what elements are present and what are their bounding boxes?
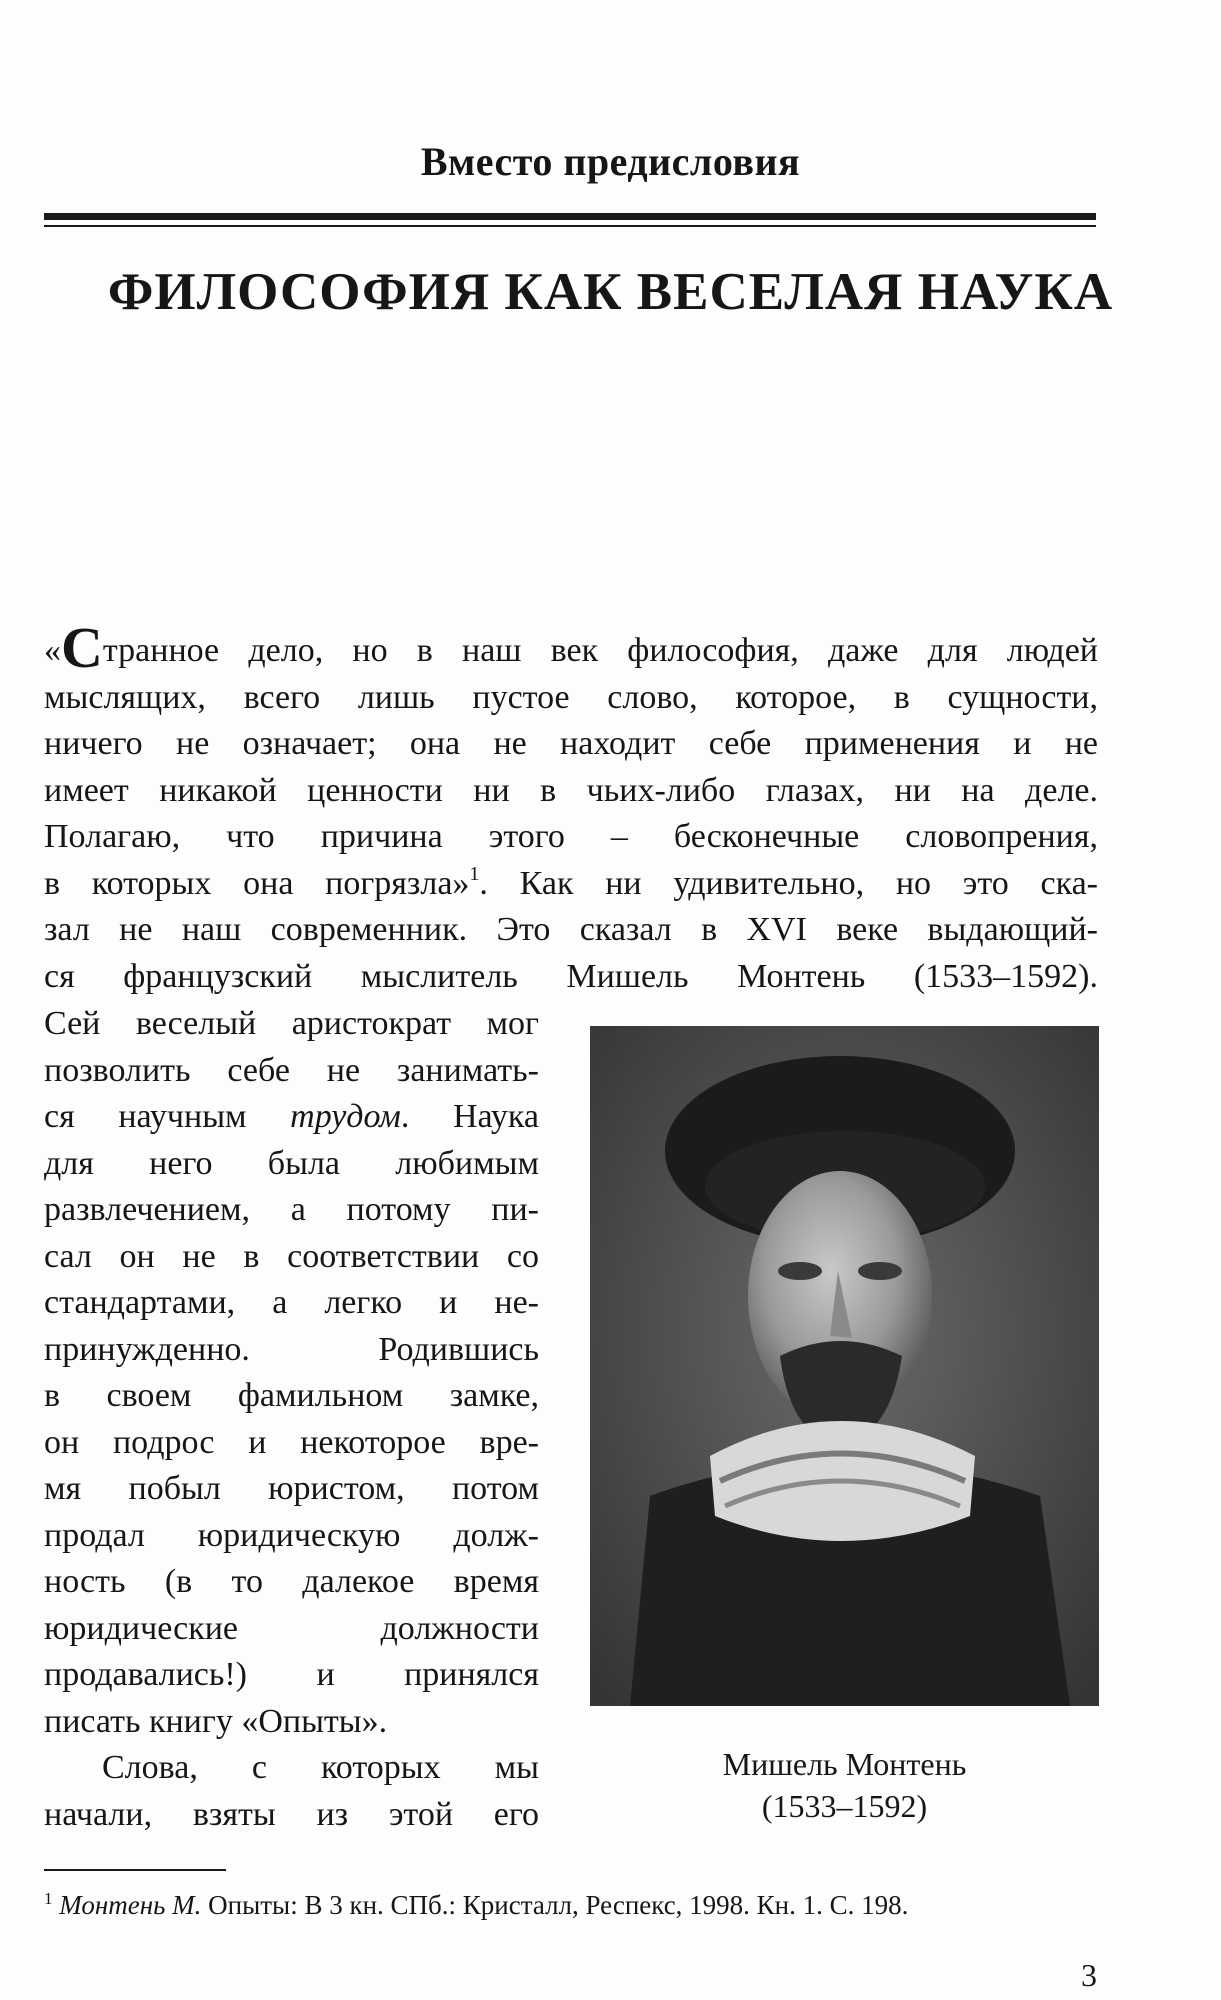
- header-rule-thick: [44, 213, 1096, 220]
- portrait-illustration: [590, 1026, 1099, 1706]
- intro-paragraph: [44, 615, 1098, 1000]
- column-line: продал юридическую долж-: [44, 1516, 539, 1554]
- page-number: 3: [1081, 1957, 1097, 1993]
- drop-cap: С: [61, 615, 103, 680]
- caption-years: (1533–1592): [761, 1788, 928, 1824]
- footnote-text: Опыты: В 3 кн. СПб.: Кристалл, Респекс, 1998. Кн. 1. С. 198.: [201, 1890, 909, 1920]
- intro-line: зал не наш современник. Это сказал в XVI веке выдающий-: [44, 911, 1098, 948]
- intro-line: имеет никакой ценности ни в чьих-либо глазах, ни на деле.: [44, 771, 1098, 809]
- column-line: Слова, с которых мы: [102, 1749, 539, 1786]
- column-line: стандартами, а легко и не-: [44, 1284, 539, 1321]
- column-line: юридические должности: [44, 1609, 539, 1647]
- italic-word: трудом: [290, 1098, 401, 1135]
- footnote-author: Монтень М.: [59, 1890, 202, 1920]
- chapter-title: ФИЛОСОФИЯ КАК ВЕСЕЛАЯ НАУКА: [107, 263, 1114, 321]
- intro-line: «Странное дело, но в наш век философия, даже для людей: [44, 615, 1098, 680]
- intro-line: Полагаю, что причина этого – бесконечные словопрения,: [44, 818, 1098, 855]
- column-line: в своем фамильном замке,: [44, 1377, 539, 1414]
- footnote: [44, 1888, 1104, 1922]
- portrait-image: [590, 1026, 1099, 1706]
- footnote-separator: [44, 1869, 226, 1871]
- column-line: продавались!) и принялся: [44, 1656, 539, 1693]
- intro-line: ся французский мыслитель Мишель Монтень (1533–1592).: [44, 957, 1098, 995]
- column-line: писать книгу «Опыты».: [44, 1702, 388, 1740]
- portrait-caption: [590, 1743, 1099, 1827]
- section-title: Вместо предисловия: [420, 139, 801, 184]
- text-column: [44, 1001, 539, 1838]
- column-line: сал он не в соответствии со: [44, 1237, 539, 1275]
- column-line: принужденно. Родившись: [44, 1330, 539, 1368]
- column-line: развлечением, а потому пи-: [44, 1191, 539, 1228]
- column-line: он подрос и некоторое вре-: [44, 1423, 539, 1461]
- column-line: ся научным трудом. Наука: [44, 1098, 539, 1135]
- column-line: ность (в то далекое время: [44, 1563, 539, 1600]
- caption-name: Мишель Монтень: [722, 1746, 967, 1782]
- column-line: начали, взяты из этой его: [44, 1795, 539, 1833]
- column-line: для него была любимым: [44, 1144, 539, 1182]
- intro-line: ничего не означает; она не находит себе применения и не: [44, 725, 1098, 762]
- column-line: Сей веселый аристократ мог: [44, 1005, 539, 1042]
- footnote-marker: 1: [44, 1889, 53, 1908]
- column-line: позволить себе не занимать-: [44, 1051, 539, 1089]
- header-rule-thin: [44, 225, 1096, 227]
- intro-line: мыслящих, всего лишь пустое слово, которое, в сущности,: [44, 678, 1098, 716]
- column-line: мя побыл юристом, потом: [44, 1470, 539, 1507]
- footnote-reference[interactable]: 1: [469, 862, 480, 885]
- intro-line: в которых она погрязла»$^1$. Как ни удивительно, но это ска-: [44, 862, 1098, 902]
